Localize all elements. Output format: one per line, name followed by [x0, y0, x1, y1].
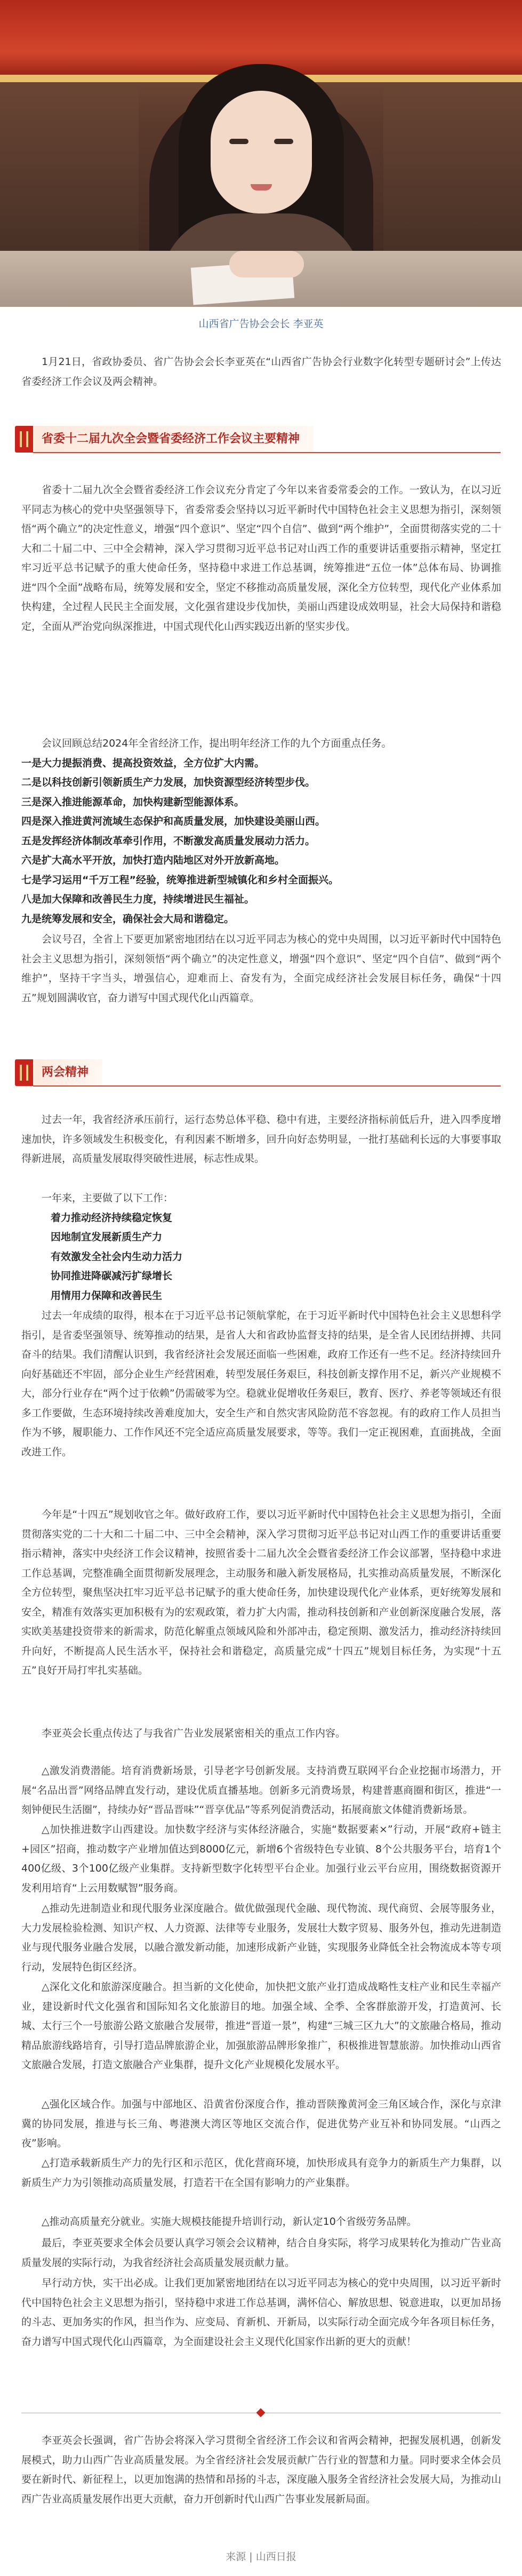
focus-item: △推动高质量充分就业。实施大规模技能提升培训行动，新认定10个省级劳务品牌。: [42, 2216, 417, 2228]
intro-paragraph: 1月21日，省政协委员、省广告协会会长李亚英在“山西省广告协会行业数字化转型专题研讨会”上传达省委经济工作会议及两会精神。: [21, 356, 501, 387]
s1-paragraph-3: 会议号召，全省上下要更加紧密地团结在以习近平同志为核心的党中央周围，以习近平新时代中国特色社会主义思想为指引，深刻领悟“两个确立”的决定性意义，增强“四个意识”、坚定“四个自信”、做到“两个维护”，坚持干字当头，增强信心，迎难而上、奋发有为，全面完成经济社会发展目标任务，确保“十四五”规划圆满收官，奋力谱写中国式现代化山西篇章。: [21, 933, 501, 1004]
section-underline: [33, 1085, 501, 1087]
section-title: 两会精神: [33, 1059, 102, 1086]
source-footer: 来源 | 山西日报: [226, 2551, 296, 2563]
task-item: 一是大力提振消费、提高投资效益，全方位扩大内需。: [21, 757, 265, 769]
s1-paragraph-1: 省委十二届九次全会暨省委经济工作会议充分肯定了今年以来省委常委会的工作。一致认为，在以习近平同志为核心的党中央坚强领导下，省委常委会坚持以习近平新时代中国特色社会主义思想为指引，深刻领悟“两个确立”的决定性意义，增强“四个意识”、坚定“四个自信”、做到“两个维护”，全面贯彻落实党的二十大和二十届二中、三中全会精神，深入学习贯彻习近平总书记对山西工作的重要讲话重要指示精神，坚定扛牢习近平总书记赋予的重大使命任务，坚持稳中求进工作总基调，统筹推进“五位一体”总体布局、协调推进“四个全面”战略布局，统筹发展和安全，坚定不移推动高质量发展，深化全方位转型，现代化产业体系加快构建，全过程人民民主全面发展，文化强省建设步伐加快，美丽山西建设成效明显，社会大局保持和谐稳定，全面从严治党向纵深推进，中国式现代化山西实践迈出新的坚实步伐。: [21, 484, 501, 632]
s2-paragraph-6: 最后，李亚英要求全体会员要认真学习领会会议精神，结合自身实际，将学习成果转化为推动广告业高质量发展的实际行动，为我省经济社会高质量发展贡献力量。: [21, 2237, 501, 2269]
s1-paragraph-2: 会议回顾总结2024年全省经济工作，提出明年经济工作的九个方面重点任务。: [42, 738, 392, 749]
task-item: 三是深入推进能源革命，加快构建新型能源体系。: [21, 796, 245, 808]
focus-item: △加快推进数字山西建设。加快数字经济与实体经济融合，实施“数据要素×”行动，开展“政府+链主+园区”招商，推动数字产业增加值达到8000亿元，新增6个省级特色专业镇、8个公共服务平台，培育1个400亿级、3个100亿级产业集群。支持新型数字化转型平台企业。加强行业云平台应用，围绕数据资源开发利用培育“上云用数赋智”服务商。: [21, 1824, 501, 1894]
focus-item: △打造承载新质生产力的先行区和示范区，优化营商环境，加快形成具有竞争力的新质生产力集群，以新质生产力为引领推动高质量发展，打造若干在全国有影响力的产业集群。: [21, 2157, 501, 2189]
task-item: 六是扩大高水平开放，加快打造内陆地区对外开放新高地。: [21, 854, 285, 866]
task-item: 四是深入推进黄河流域生态保护和高质量发展，加快建设美丽山西。: [21, 815, 326, 827]
task-item: 九是统筹发展和安全，确保社会大局和谐稳定。: [21, 913, 235, 925]
s2-paragraph-3: 过去一年成绩的取得，根本在于习近平总书记领航掌舵，在于习近平新时代中国特色社会主义思想科学指引，是省委坚强领导、统筹推动的结果，是省人大和省政协监督支持的结果，是全省人民团结拼搏、共同奋斗的结果。我们清醒认识到，我省经济社会发展还面临一些困难，政府工作还有一些不足。经济持续回升向好基础还不牢固，部分企业生产经营困难，转型发展任务艰巨，科技创新支撑作用不足，新兴产业规模不大，部分行业存在“两个过于依赖”仍需破零为空。稳就业促增收任务艰巨，教育、医疗、养老等领域还有很多工作要做，生态环境持续改善难度加大，安全生产和自然灾害风险防范不容忽视。有的政府工作人员担当作为不够，履职能力、工作作风还不完全适应高质量发展要求，等等。我们一定正视困难，直面挑战，全面改进工作。: [21, 1310, 501, 1458]
photo-caption: 山西省广告协会会长 李亚英: [198, 318, 324, 330]
s2-paragraph-2: 一年来，主要做了以下工作：: [42, 1192, 174, 1204]
s2-paragraph-5: 李亚英会长重点传达了与我省广告业发展紧密相关的重点工作内容。: [42, 1727, 346, 1739]
work-item: 用情用力保障和改善民生: [51, 1290, 163, 1302]
hero-photo: [0, 0, 522, 307]
task-item: 五是发挥经济体制改革牵引作用，不断激发高质量发展动力活力。: [21, 835, 316, 847]
section-badge-icon: [15, 426, 33, 453]
work-item: 协同推进降碳减污扩绿增长: [51, 1270, 173, 1282]
section-title: 省委十二届九次全会暨省委经济工作会议主要精神: [33, 426, 314, 453]
s2-paragraph-7: 早行动方快，实干出必成。让我们更加紧密地团结在以习近平同志为核心的党中央周围，以习近平新时代中国特色社会主义思想为指引，坚持稳中求进工作总基调，满怀信心、解放思想、锐意进取，以更加昂扬的斗志、更加务实的作风，担当作为、应变局、育新机、开新局，以实际行动全面完成今年各项目标任务，奋力谱写中国式现代化山西篇章，为全面建设社会主义现代化国家作出新的更大的贡献！: [21, 2277, 501, 2348]
task-item: 八是加大保障和改善民生力度，持续增进民生福祉。: [21, 893, 255, 905]
divider-diamond-icon: [256, 2408, 266, 2418]
work-item: 着力推动经济持续稳定恢复: [51, 1212, 173, 1224]
task-item: 七是学习运用“千万工程”经验，统筹推进新型城镇化和乡村全面振兴。: [21, 874, 339, 886]
section-header-2: [15, 1059, 102, 1086]
section-header-1: [15, 426, 314, 453]
s2-paragraph-1: 过去一年，我省经济承压前行，运行态势总体平稳、稳中有进，主要经济指标前低后升，进入四季度增速加快，许多领域发生积极变化，有利因素不断增多，回升向好态势明显，一批打基础利长远的大事要事取得新进展，高质量发展取得突破性进展，标志性成果。: [21, 1114, 501, 1164]
focus-item: △推动先进制造业和现代服务业深度融合。做优做强现代金融、现代物流、现代商贸、会展等服务业，大力发展检验检测、知识产权、人力资源、法律等专业服务，发展壮大数字贸易、服务外包，推动先进制造业与现代服务业融合发展，以融合激发新动能，加速形成新产业链，实现服务业降低全社会物流成本等专项行动，发展特色街区经济。: [21, 1903, 501, 1973]
task-item: 二是以科技创新引领新质生产力发展，加快资源型经济转型步伐。: [21, 776, 316, 788]
work-item: 因地制宜发展新质生产力: [51, 1231, 163, 1243]
speaker-face: [211, 91, 312, 213]
s2-paragraph-4: 今年是“十四五”规划收官之年。做好政府工作，要以习近平新时代中国特色社会主义思想为指引，全面贯彻落实党的二十大和二十届二中、三中全会精神，深入学习贯彻习近平总书记对山西工作的重要讲话重要指示精神，落实中央经济工作会议精神，按照省委十二届九次全会暨省委经济工作会议部署，坚持稳中求进工作总基调，完整准确全面贯彻新发展理念，主动服务和融入新发展格局，扎实推动高质量发展，不断深化全方位转型，聚焦坚决扛牢习近平总书记赋予的重大使命任务，加快建设现代化产业体系，更好统筹发展和安全，精准有效落实更加积极有为的宏观政策，着力扩大内需，推动科技创新和产业创新深度融合发展，落实欧美基建投资带来的新需求，防范化解重点领域风险和外部冲击，稳定预期、激发活力，推动经济持续回升向好，不断提高人民生活水平，保持社会和谐稳定，高质量完成“十四五”规划目标任务，为实现“十五五”良好开局打牢扎实基础。: [21, 1509, 501, 1676]
focus-item: △深化文化和旅游深度融合。担当新的文化使命，加快把文旅产业打造成战略性支柱产业和民生幸福产业，建设新时代文化强省和国际知名文化旅游目的地。加强全域、全季、全客群旅游开发，打造黄河、长城、太行三个一号旅游公路文旅融合发展带，推进“晋道一景”，构建“三城三区九大”的文旅融合格局，推动精品旅游线路培育，引导打造品牌旅游企业，加强旅游品牌形象推广，积极推进智慧旅游。加快推动山西省文旅融合发展，打造文旅融合产业集群，提升文化产业规模化发展水平。: [21, 1981, 501, 2071]
work-item: 有效激发全社会内生动力活力: [51, 1251, 183, 1263]
section-badge-icon: [15, 1059, 33, 1086]
section-underline: [33, 452, 501, 453]
focus-item: △激发消费潜能。培育消费新场景，引导老字号创新发展。支持消费互联网平台企业挖掘市场潜力，开展“名品出晋”网络品牌直发行动，建设优质直播基地。创新多元消费场景，构建普惠商圈和街区，推进“一刻钟便民生活圈”，持续办好“晋品晋味”“晋享优品”等系列促消费活动，拓展商旅文体健消费新场景。: [21, 1765, 501, 1816]
focus-item: △强化区域合作。加强与中部地区、沿黄省份深度合作，推动晋陕豫黄河金三角区域合作，深化与京津冀的协同发展，推进与长三角、粤港澳大湾区等地区交流合作，促进优势产业互补和协同发展。“山西之夜”影响。: [21, 2098, 501, 2149]
closing-paragraph: 李亚英会长强调，省广告协会将深入学习贯彻全省经济工作会议和省两会精神，把握发展机遇，创新发展模式，助力山西广告业高质量发展。为全省经济社会发展贡献广告行业的智慧和力量。同时要求全体会员要在新时代、新征程上，以更加饱满的热情和昂扬的斗志，深度融入服务全省经济社会发展大局，为推动山西广告业高质量发展作出更大贡献，奋力开创新时代山西广告事业发展新局面。: [21, 2435, 501, 2505]
red-banner-backdrop: [0, 0, 522, 75]
